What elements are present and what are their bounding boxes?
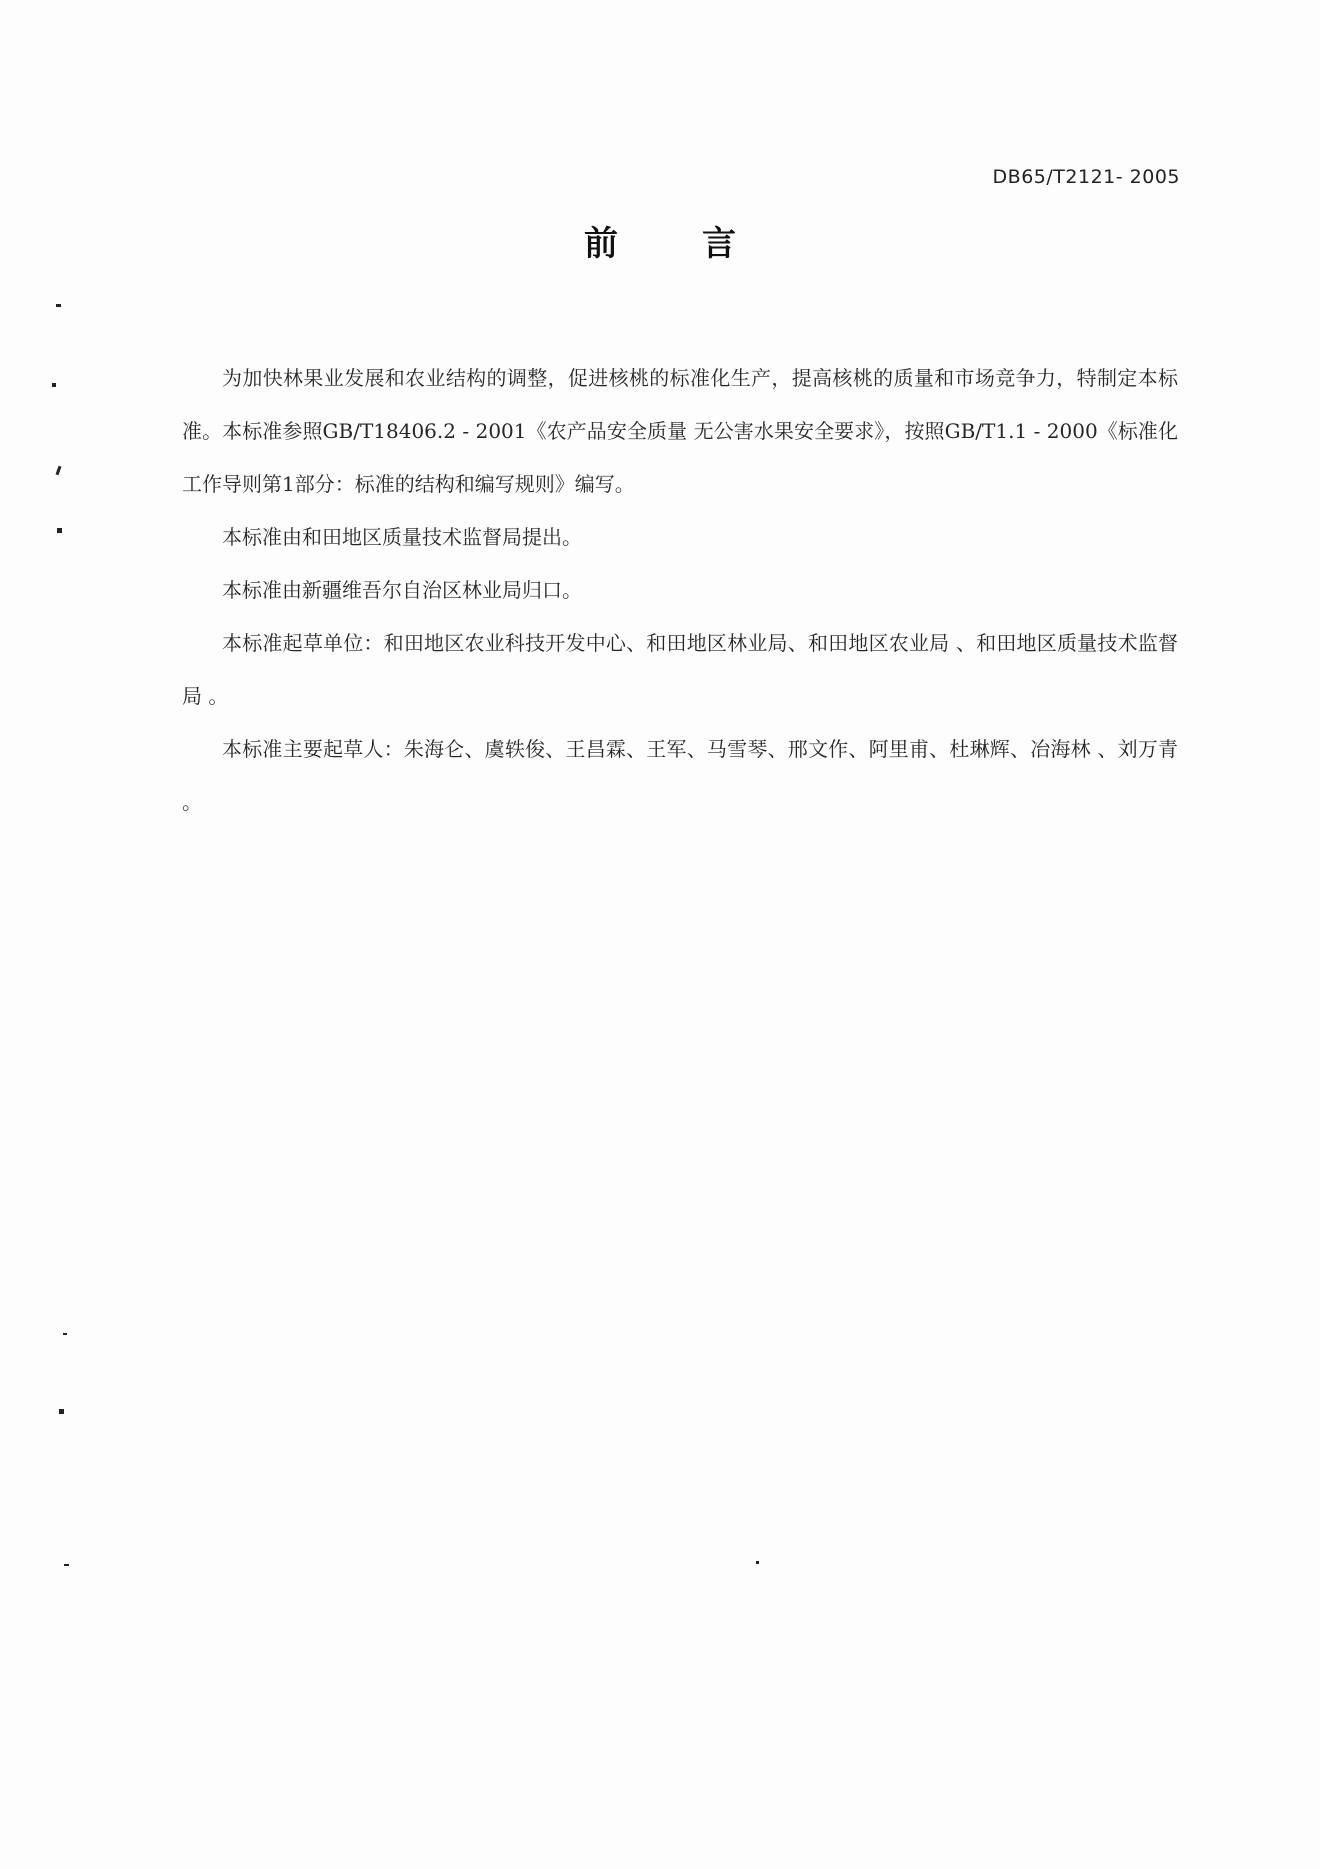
foreword-body <box>182 352 1178 829</box>
scan-speck <box>59 1409 64 1414</box>
document-code: DB65/T2121- 2005 <box>992 166 1180 188</box>
scan-speck <box>63 1333 67 1335</box>
scan-speck <box>64 1564 69 1566</box>
title-char-2: 言 <box>702 224 736 264</box>
scan-speck <box>52 383 56 387</box>
scan-speck <box>57 528 62 533</box>
title-char-1: 前 <box>584 224 618 264</box>
paragraph-proposer: 本标准由和田地区质量技术监督局提出。 <box>222 525 582 549</box>
paragraph-administrator: 本标准由新疆维吾尔自治区林业局归口。 <box>222 578 582 602</box>
scan-speck <box>56 466 62 475</box>
paragraph-drafters: 本标准主要起草人：朱海仑、虞轶俊、王昌霖、王军、马雪琴、邢文作、阿里甫、杜琳辉、冶海林 、刘万青 。 <box>182 737 1178 814</box>
scan-speck <box>56 304 61 307</box>
scan-speck <box>756 1561 759 1564</box>
paragraph-drafting-units: 本标准起草单位：和田地区农业科技开发中心、和田地区林业局、和田地区农业局 、和田地区质量技术监督局 。 <box>182 631 1178 708</box>
paragraph-purpose: 为加快林果业发展和农业结构的调整，促进核桃的标准化生产，提高核桃的质量和市场竞争力，特制定本标准。本标准参照GB/T18406.2 - 2001《农产品安全质量 无公害水果安全要求》，按照GB/T1.1 - 2000《标准化工作导则第1部分：标准的结构和编写规则》编写。 <box>182 366 1178 496</box>
page-title <box>0 216 1320 265</box>
